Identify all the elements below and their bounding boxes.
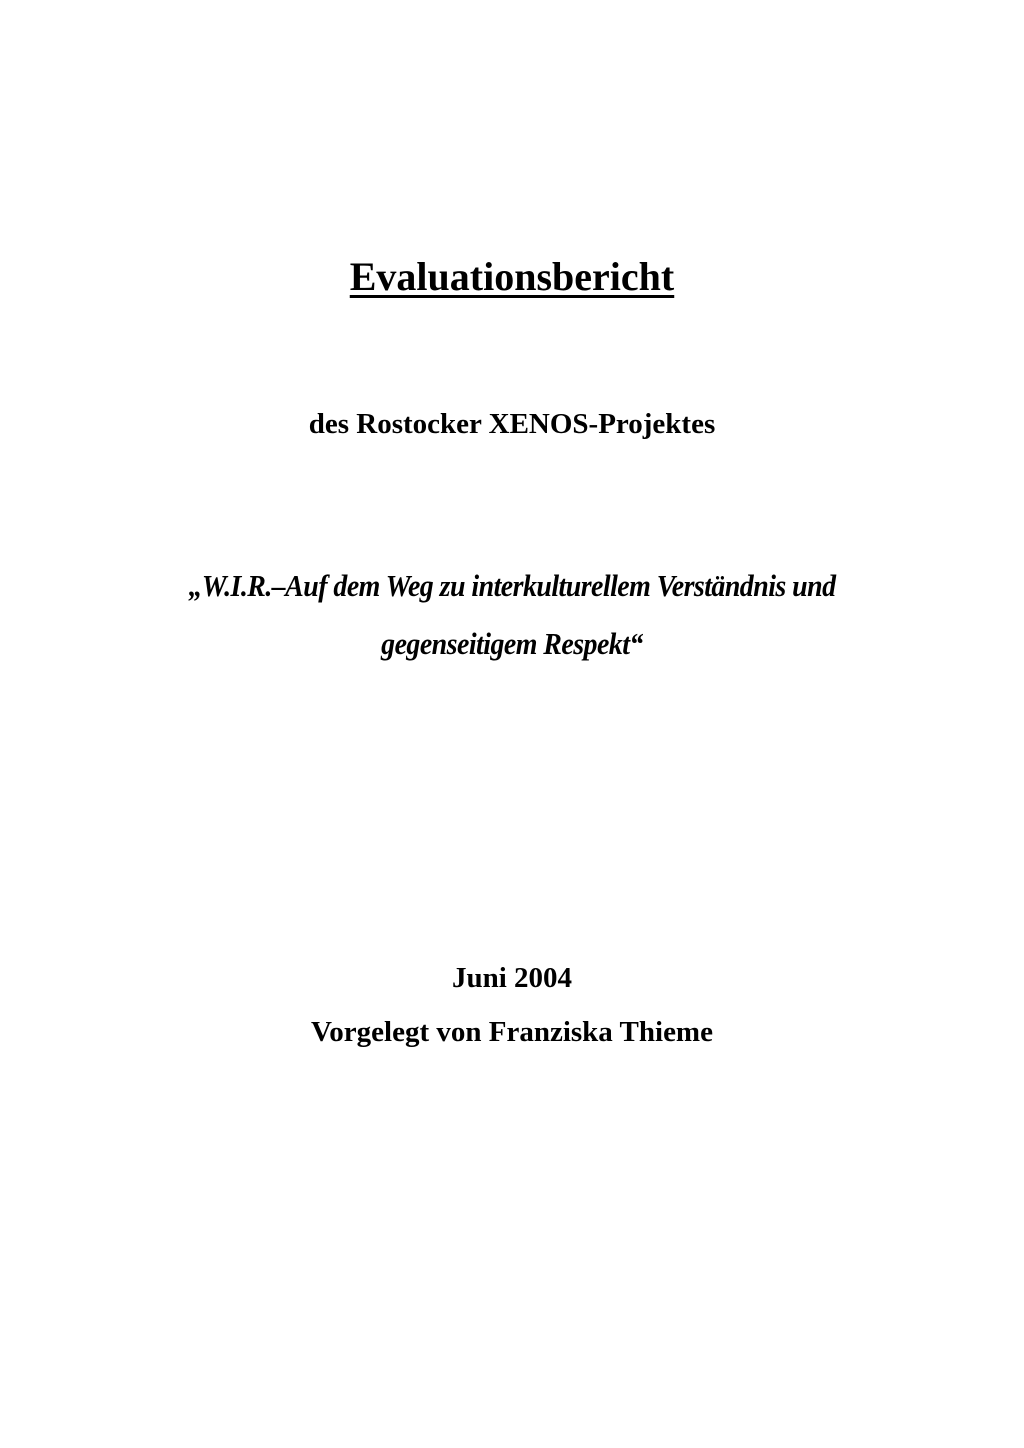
document-author: Vorgelegt von Franziska Thieme: [311, 1016, 713, 1048]
project-title-line-2: gegenseitigem Respekt“: [381, 626, 643, 661]
document-title: [0, 252, 1024, 302]
document-title-text: Evaluationsbericht: [349, 254, 675, 299]
document-date: Juni 2004: [451, 962, 573, 994]
document-subtitle: des Rostocker XENOS-Projektes: [308, 408, 716, 440]
project-title-line-1: „W.I.R.–Auf dem Weg zu interkulturellem Verständnis und: [188, 568, 836, 603]
